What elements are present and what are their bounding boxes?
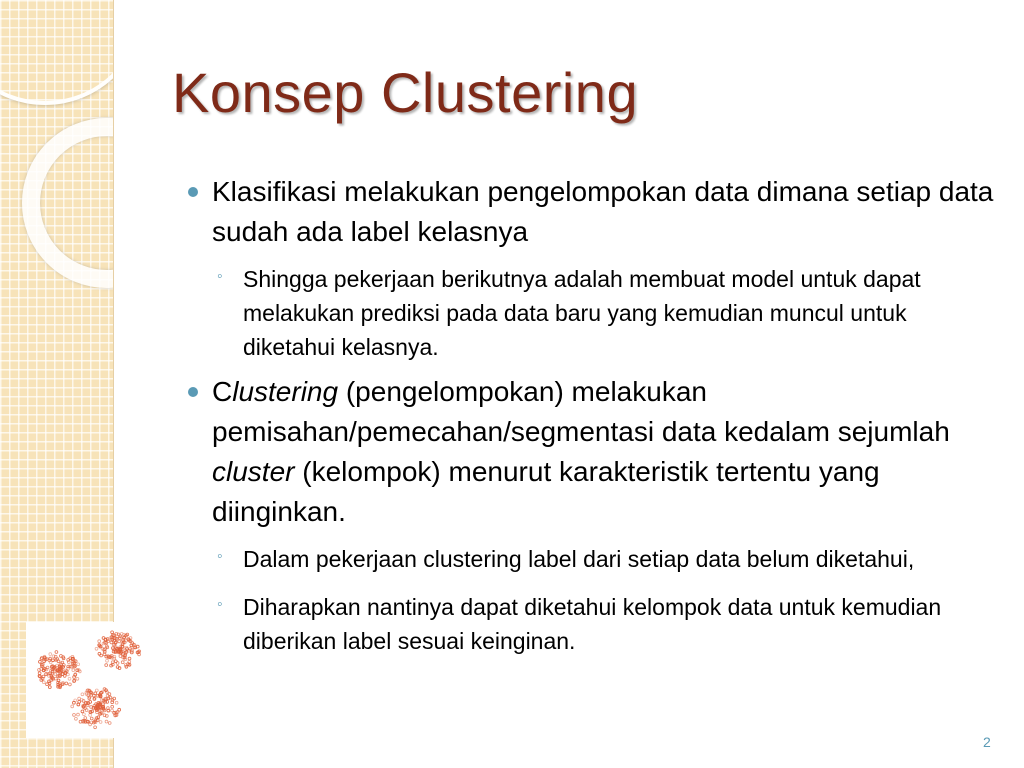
bullet-text-part: (kelompok) menurut karakteristik tertentu yang diinginkan. — [212, 456, 880, 527]
cluster-dot — [84, 717, 87, 720]
bullet-list — [188, 172, 998, 658]
decorative-ring-top — [0, 0, 113, 105]
cluster-dot — [81, 710, 84, 713]
sub-bullet-item — [212, 262, 998, 364]
cluster-dot — [73, 714, 76, 717]
cluster-dot — [42, 681, 45, 684]
cluster-dot — [95, 689, 98, 692]
cluster-dot — [100, 654, 103, 657]
bullet-text — [212, 376, 950, 527]
cluster-dot — [68, 677, 71, 680]
cluster-dot — [118, 708, 121, 711]
cluster-dot — [95, 647, 98, 650]
hollow-bullet-icon: ◦ — [217, 548, 223, 565]
cluster-dot — [83, 713, 86, 716]
cluster-dot — [105, 664, 108, 667]
bullet-text-part: (pengelompokan) melakukan pemisahan/pemecahan/segmentasi data kedalam sejumlah — [212, 376, 950, 447]
cluster-dot — [77, 713, 80, 716]
cluster-dot — [111, 709, 114, 712]
bullet-text-italic: cluster — [212, 456, 295, 487]
cluster-dot — [118, 637, 121, 640]
sub-bullet-text: Dalam pekerjaan clustering label dari setiap data belum diketahui, — [243, 546, 915, 572]
cluster-dot — [105, 720, 108, 723]
cluster-dot — [79, 720, 82, 723]
cluster-dot — [121, 661, 124, 664]
cluster-dot — [73, 701, 76, 704]
bullet-text-italic: lustering — [232, 376, 339, 407]
bullet-dot-icon — [188, 187, 198, 197]
cluster-dot — [65, 682, 68, 685]
cluster-dot — [90, 717, 93, 720]
cluster-dot — [114, 660, 117, 663]
cluster-dot — [72, 669, 75, 672]
cluster-dot — [118, 640, 121, 643]
cluster-dot — [106, 659, 109, 662]
cluster-dot — [55, 651, 58, 654]
cluster-dots-graphic — [26, 622, 156, 738]
cluster-dot — [69, 683, 72, 686]
cluster-scatter-image — [26, 622, 156, 738]
sub-bullet-text: Diharapkan nantinya dapat diketahui kelompok data untuk kemudian diberikan label sesuai keinginan. — [243, 594, 942, 654]
hollow-bullet-icon: ◦ — [217, 596, 223, 613]
bullet-item-clustering — [188, 372, 998, 658]
sub-bullet-list — [212, 262, 998, 364]
cluster-dot — [39, 660, 42, 663]
decorative-ring-middle — [22, 118, 113, 288]
cluster-dot — [98, 640, 101, 643]
slide-content — [188, 172, 998, 666]
bullet-text-part: C — [212, 376, 233, 407]
sub-bullet-item — [212, 542, 998, 576]
cluster-dot — [49, 653, 52, 656]
cluster-dot — [99, 721, 102, 724]
cluster-dot — [48, 686, 51, 689]
slide-title: Konsep Clustering — [172, 61, 639, 124]
cluster-dot — [115, 701, 118, 704]
cluster-dot — [128, 657, 131, 660]
cluster-dot — [67, 673, 70, 676]
cluster-dot — [119, 655, 122, 658]
bullet-dot-icon — [188, 387, 198, 397]
cluster-dot — [76, 677, 79, 680]
cluster-dot — [71, 705, 74, 708]
sub-bullet-item — [212, 590, 998, 658]
bullet-text: Klasifikasi melakukan pengelompokan data dimana setiap data sudah ada label kelasnya — [212, 176, 994, 247]
cluster-dot — [54, 677, 57, 680]
cluster-dot — [81, 693, 84, 696]
bullet-item-classification — [188, 172, 998, 364]
cluster-dot — [75, 717, 78, 720]
page-number: 2 — [983, 734, 991, 750]
cluster-dot — [77, 663, 80, 666]
cluster-dot — [94, 726, 97, 729]
hollow-bullet-icon: ◦ — [217, 268, 223, 285]
cluster-dot — [111, 705, 114, 708]
cluster-dot — [108, 722, 111, 725]
sub-bullet-list — [212, 542, 998, 658]
sub-bullet-text: Shingga pekerjaan berikutnya adalah membuat model untuk dapat melakukan prediksi pada data baru yang kemudian muncul untuk diketahui kelasnya. — [243, 266, 921, 360]
